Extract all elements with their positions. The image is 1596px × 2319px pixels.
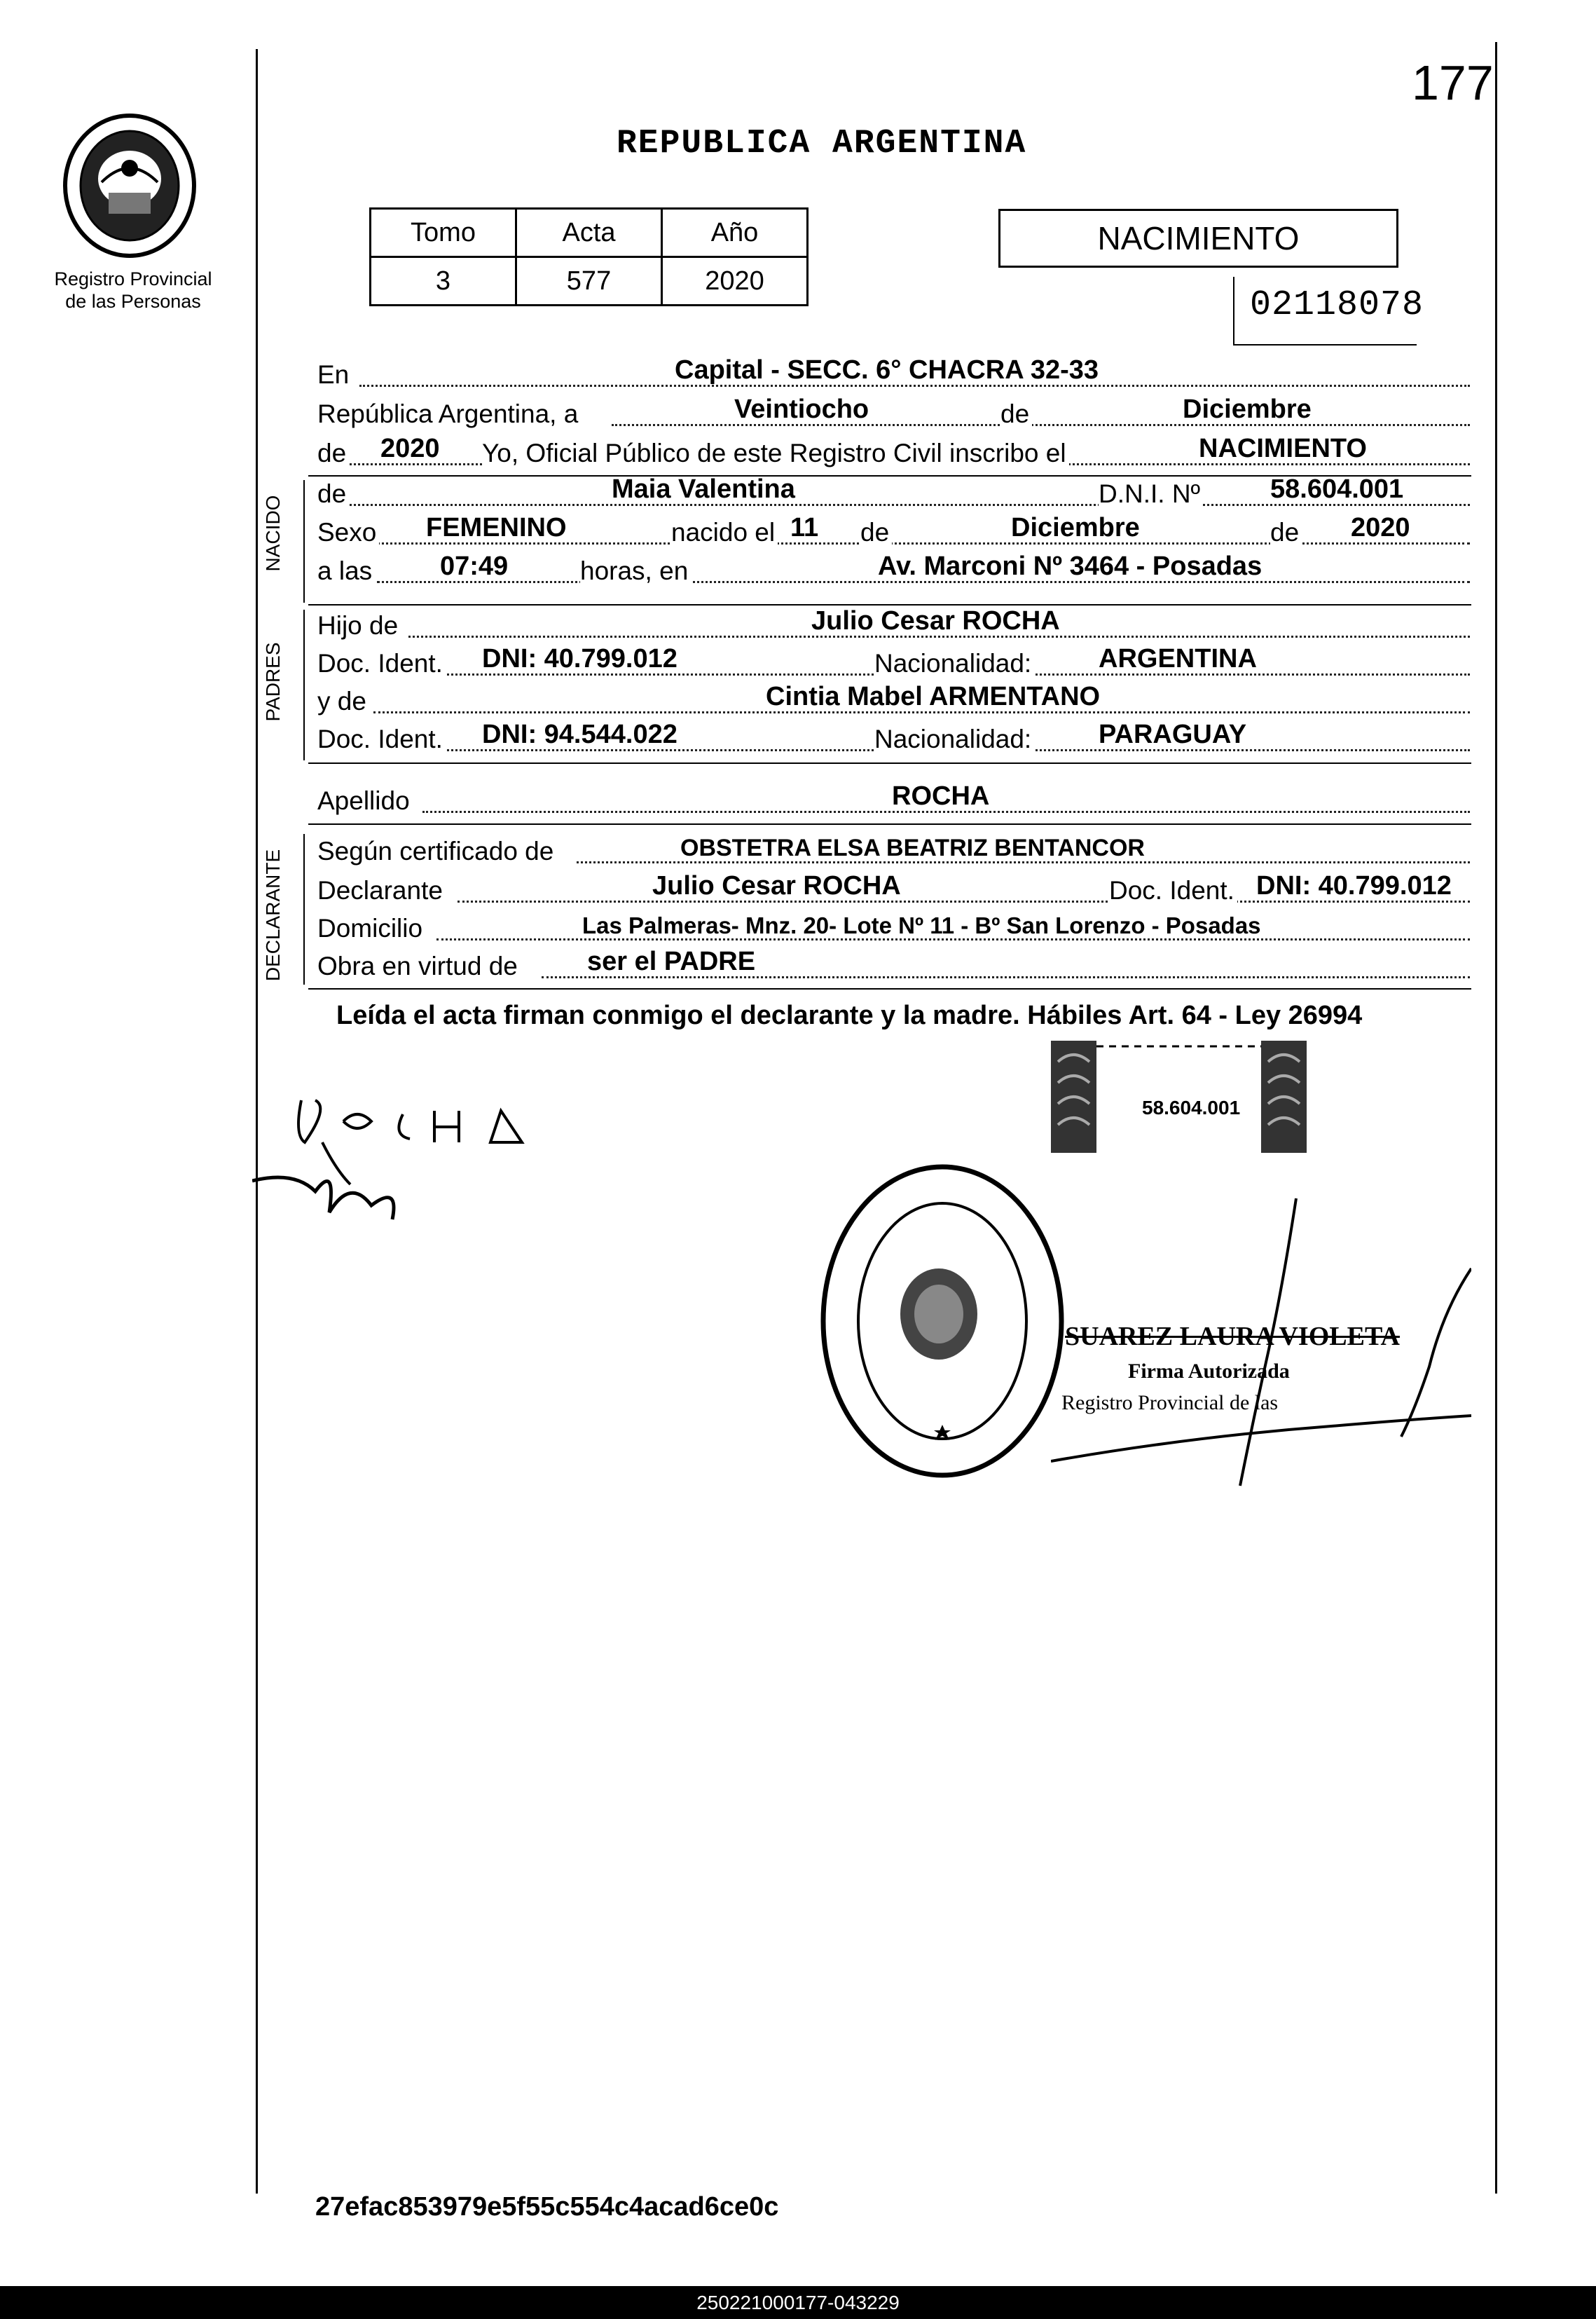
tomo-value: 3: [371, 257, 516, 306]
side-label-nacido: NACIDO: [262, 495, 284, 572]
certificate-issuer: OBSTETRA ELSA BEATRIZ BENTANCOR: [680, 835, 1145, 861]
row-name: de Maia Valentina D.N.I. Nº 58.604.001: [317, 477, 1470, 512]
side-label-padres: PADRES: [262, 642, 284, 722]
birth-month: Diciembre: [1011, 513, 1140, 542]
father-nationality: ARGENTINA: [1099, 644, 1257, 673]
official-seal-stamp: [816, 1160, 1068, 1482]
row-en: En Capital - SECC. 6° CHACRA 32-33: [317, 357, 1470, 392]
officer-name: SUAREZ LAURA VIOLETA: [1065, 1322, 1400, 1351]
declarant-capacity: ser el PADRE: [587, 947, 756, 976]
footer-code-bar: 250221000177-043229: [0, 2286, 1596, 2319]
row-madre-doc: Doc. Ident. DNI: 94.544.022 Nacionalidad: PARAGUAY: [317, 722, 1470, 757]
acta-header: Acta: [516, 209, 662, 257]
tomo-header: Tomo: [371, 209, 516, 257]
father-name: Julio Cesar ROCHA: [811, 606, 1060, 636]
document-title: REPUBLICA ARGENTINA: [617, 125, 1027, 163]
child-dni: 58.604.001: [1270, 474, 1404, 504]
officer-signature-block: [1051, 1184, 1471, 1493]
declarant-signature: [252, 1079, 575, 1233]
row-hora: a las 07:49 horas, en Av. Marconi Nº 3464 - Posadas: [317, 554, 1470, 589]
misiones-coat-of-arms-logo: [60, 112, 200, 259]
row-padre: Hijo de Julio Cesar ROCHA: [317, 608, 1470, 643]
father-doc: DNI: 40.799.012: [482, 644, 677, 673]
row-domicilio: Domicilio Las Palmeras- Mnz. 20- Lote Nº 11 - Bº San Lorenzo - Posadas: [317, 911, 1470, 946]
child-name: Maia Valentina: [612, 474, 795, 504]
anio-value: 2020: [662, 257, 808, 306]
child-sex: FEMENINO: [426, 513, 567, 542]
officer-institution: Registro Provincial de las: [1061, 1391, 1279, 1414]
officer-role: Firma Autorizada: [1128, 1360, 1290, 1383]
registry-caption: Registro Provincial de las Personas: [54, 268, 212, 312]
declarant-doc: DNI: 40.799.012: [1256, 871, 1452, 901]
row-obra: Obra en virtud de ser el PADRE: [317, 949, 1470, 984]
row-republica: República Argentina, a Veintiocho de Diciembre: [317, 397, 1470, 432]
surname: ROCHA: [892, 781, 990, 811]
anio-header: Año: [662, 209, 808, 257]
place-of-registry: Capital - SECC. 6° CHACRA 32-33: [675, 355, 1099, 385]
inscription-type: NACIMIENTO: [1199, 434, 1367, 463]
mother-nationality: PARAGUAY: [1099, 720, 1247, 749]
birth-day: 11: [790, 513, 819, 542]
acta-value: 577: [516, 257, 662, 306]
registry-month: Diciembre: [1183, 395, 1312, 424]
record-type-box: NACIMIENTO: [998, 209, 1398, 268]
mother-name: Cintia Mabel ARMENTANO: [766, 682, 1101, 711]
row-declarante: Declarante Julio Cesar ROCHA Doc. Ident. DNI: 40.799.012: [317, 873, 1470, 908]
page-number: 177: [1412, 55, 1494, 110]
birth-place: Av. Marconi Nº 3464 - Posadas: [878, 552, 1263, 581]
right-margin-line: [1495, 42, 1497, 2194]
row-apellido: Apellido ROCHA: [317, 784, 1470, 819]
row-certificado: Según certificado de OBSTETRA ELSA BEATRIZ BENTANCOR: [317, 834, 1470, 869]
fingerprint-dni: 58.604.001: [1142, 1097, 1241, 1119]
registry-year: 2020: [380, 434, 440, 463]
row-oficial: de 2020 Yo, Oficial Público de este Registro Civil inscribo el NACIMIENTO: [317, 436, 1470, 471]
row-madre: y de Cintia Mabel ARMENTANO: [317, 684, 1470, 719]
row-padre-doc: Doc. Ident. DNI: 40.799.012 Nacionalidad: ARGENTINA: [317, 646, 1470, 681]
serial-number: 02118078: [1250, 285, 1424, 325]
side-label-declarante: DECLARANTE: [262, 849, 284, 982]
document-hash: 27efac853979e5f55c554c4acad6ce0c: [315, 2192, 779, 2222]
declarant-address: Las Palmeras- Mnz. 20- Lote Nº 11 - Bº San Lorenzo - Posadas: [582, 912, 1261, 938]
fingerprint-box: [1051, 1041, 1307, 1153]
declarant-name: Julio Cesar ROCHA: [652, 871, 901, 901]
closing-statement: Leída el acta firman conmigo el declarante y la madre. Hábiles Art. 64 - Ley 26994: [336, 1001, 1363, 1030]
birth-year: 2020: [1351, 513, 1410, 542]
row-sexo: Sexo FEMENINO nacido el 11 de Diciembre de 2020: [317, 515, 1470, 550]
tomo-acta-table: [369, 207, 809, 306]
birth-time: 07:49: [440, 552, 509, 581]
registry-day: Veintiocho: [734, 395, 869, 424]
mother-doc: DNI: 94.544.022: [482, 720, 677, 749]
serial-number-box: [1233, 277, 1424, 346]
